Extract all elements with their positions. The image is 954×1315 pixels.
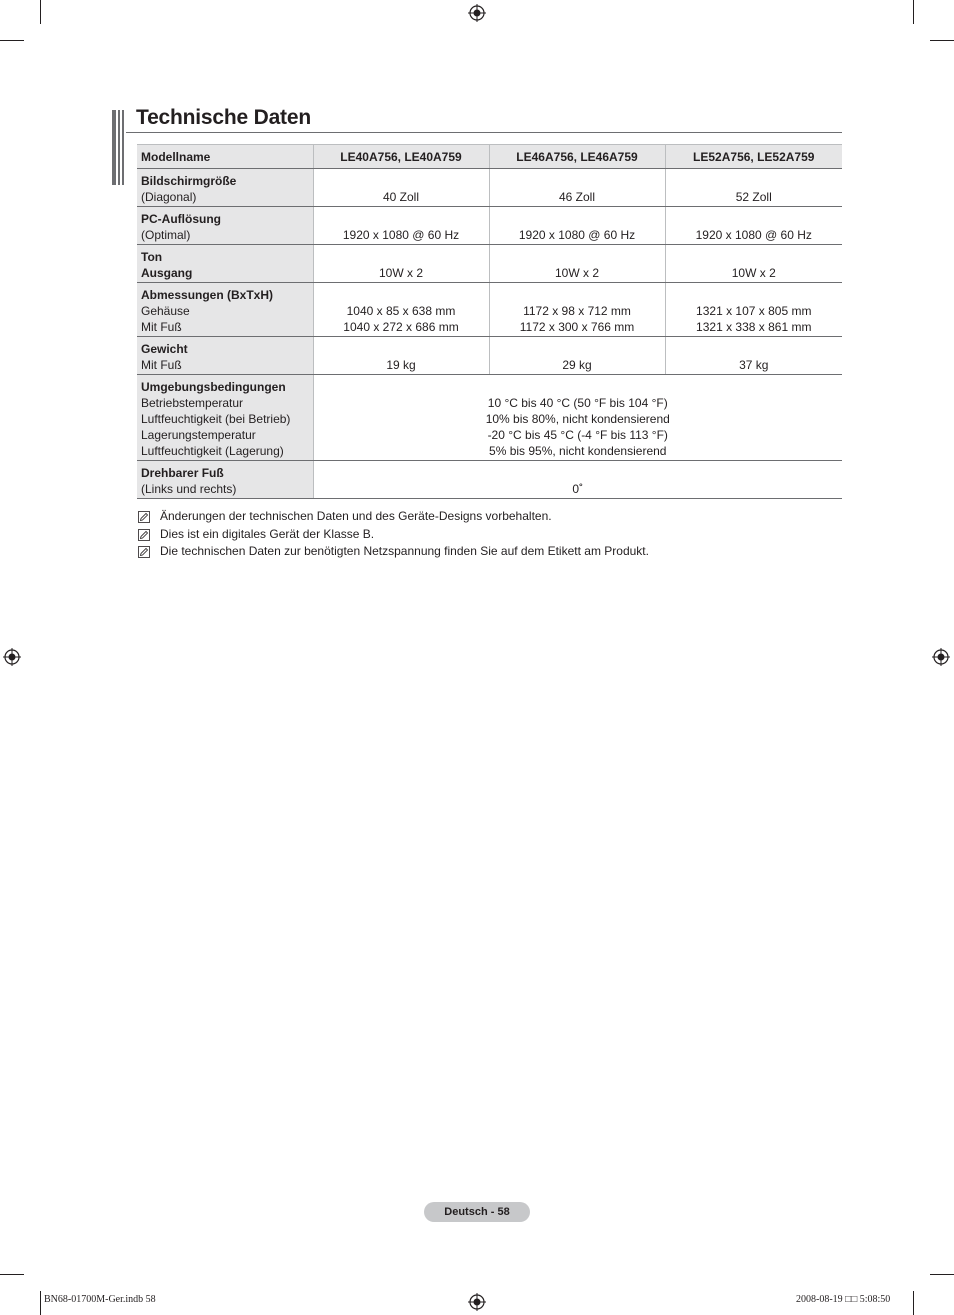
crop-mark <box>0 1274 24 1275</box>
row-label <box>137 245 313 283</box>
row-label <box>137 461 313 499</box>
row-label <box>137 337 313 375</box>
row-label-sub: (Diagonal) <box>141 190 197 204</box>
table-cell: 1040 x 85 x 638 mm 1040 x 272 x 686 mm <box>313 283 489 337</box>
crop-mark <box>40 1291 41 1315</box>
row-label-title: Bildschirmgröße <box>141 174 237 188</box>
row-label <box>137 375 313 461</box>
note-text: Die technischen Daten zur benötigten Netzspannung finden Sie auf dem Etikett am Produkt. <box>160 544 649 558</box>
note-text: Änderungen der technischen Daten und des Geräte-Designs vorbehalten. <box>160 509 552 523</box>
table-cell: 10W x 2 <box>489 245 665 283</box>
print-slug-filename: BN68-01700M-Ger.indb 58 <box>44 1294 156 1305</box>
row-label-title: PC-Auflösung <box>141 212 221 226</box>
crop-mark <box>930 40 954 41</box>
page-title: Technische Daten <box>136 106 311 129</box>
row-label-title: Gewicht <box>141 342 188 356</box>
table-cell: 1920 x 1080 @ 60 Hz <box>665 207 842 245</box>
note-pencil-icon <box>138 511 150 523</box>
table-cell-merged: 10 °C bis 40 °C (50 °F bis 104 °F) 10% bis 80%, nicht kondensierend -20 °C bis 45 °C (-4 °F bis 113 °F) 5% bis 95%, nicht kondensierend <box>313 375 842 461</box>
column-header: LE52A756, LE52A759 <box>665 145 842 169</box>
specifications-table <box>137 144 842 499</box>
row-label-title: Drehbarer Fuß <box>141 466 224 480</box>
row-label-sub: Mit Fuß <box>141 358 182 372</box>
row-label-sub: Betriebstemperatur <box>141 396 244 410</box>
note-pencil-icon <box>138 546 150 558</box>
crop-mark <box>0 40 24 41</box>
print-slug-timestamp: 2008-08-19 □□ 5:08:50 <box>796 1294 891 1305</box>
column-header: LE46A756, LE46A759 <box>489 145 665 169</box>
table-cell: 1920 x 1080 @ 60 Hz <box>489 207 665 245</box>
table-cell: 1920 x 1080 @ 60 Hz <box>313 207 489 245</box>
table-cell-merged: 0˚ <box>313 461 842 499</box>
row-label-sub: (Links und rechts) <box>141 482 237 496</box>
registration-mark-icon <box>932 648 950 666</box>
table-row <box>137 375 842 461</box>
row-label <box>137 207 313 245</box>
crop-mark <box>40 0 41 24</box>
row-label-sub: Gehäuse <box>141 304 190 318</box>
registration-mark-icon <box>468 4 486 22</box>
row-label-sub: Lagerungstemperatur <box>141 428 256 442</box>
table-header-row <box>137 145 842 169</box>
table-row <box>137 337 842 375</box>
table-cell: 37 kg <box>665 337 842 375</box>
column-header: Modellname <box>137 145 313 169</box>
registration-mark-icon <box>3 648 21 666</box>
row-label-sub: (Optimal) <box>141 228 191 242</box>
table-cell: 1172 x 98 x 712 mm 1172 x 300 x 766 mm <box>489 283 665 337</box>
table-cell: 1321 x 107 x 805 mm 1321 x 338 x 861 mm <box>665 283 842 337</box>
row-label-title: Ton <box>141 250 163 264</box>
row-label-sub: Luftfeuchtigkeit (Lagerung) <box>141 444 284 458</box>
table-row <box>137 245 842 283</box>
note-text: Dies ist ein digitales Gerät der Klasse B. <box>160 526 375 541</box>
table-cell: 40 Zoll <box>313 169 489 207</box>
table-cell: 10W x 2 <box>313 245 489 283</box>
table-cell: 19 kg <box>313 337 489 375</box>
note-pencil-icon <box>138 529 150 541</box>
row-label-sub: Mit Fuß <box>141 320 182 334</box>
row-label-title: Abmessungen (BxTxH) <box>141 288 274 302</box>
crop-mark <box>913 1291 914 1315</box>
registration-mark-icon <box>468 1293 486 1311</box>
table-cell: 10W x 2 <box>665 245 842 283</box>
row-label-title: Umgebungsbedingungen <box>141 380 286 394</box>
row-label <box>137 283 313 337</box>
crop-mark <box>930 1274 954 1275</box>
table-row <box>137 207 842 245</box>
crop-mark <box>913 0 914 24</box>
title-underline <box>126 132 842 133</box>
row-label-sub: Ausgang <box>141 266 193 280</box>
table-row <box>137 169 842 207</box>
row-label <box>137 169 313 207</box>
table-row <box>137 283 842 337</box>
table-cell: 29 kg <box>489 337 665 375</box>
row-label-sub: Luftfeuchtigkeit (bei Betrieb) <box>141 412 291 426</box>
table-cell: 52 Zoll <box>665 169 842 207</box>
page-number-badge: Deutsch - 58 <box>424 1202 530 1222</box>
table-cell: 46 Zoll <box>489 169 665 207</box>
column-header: LE40A756, LE40A759 <box>313 145 489 169</box>
table-row <box>137 461 842 499</box>
